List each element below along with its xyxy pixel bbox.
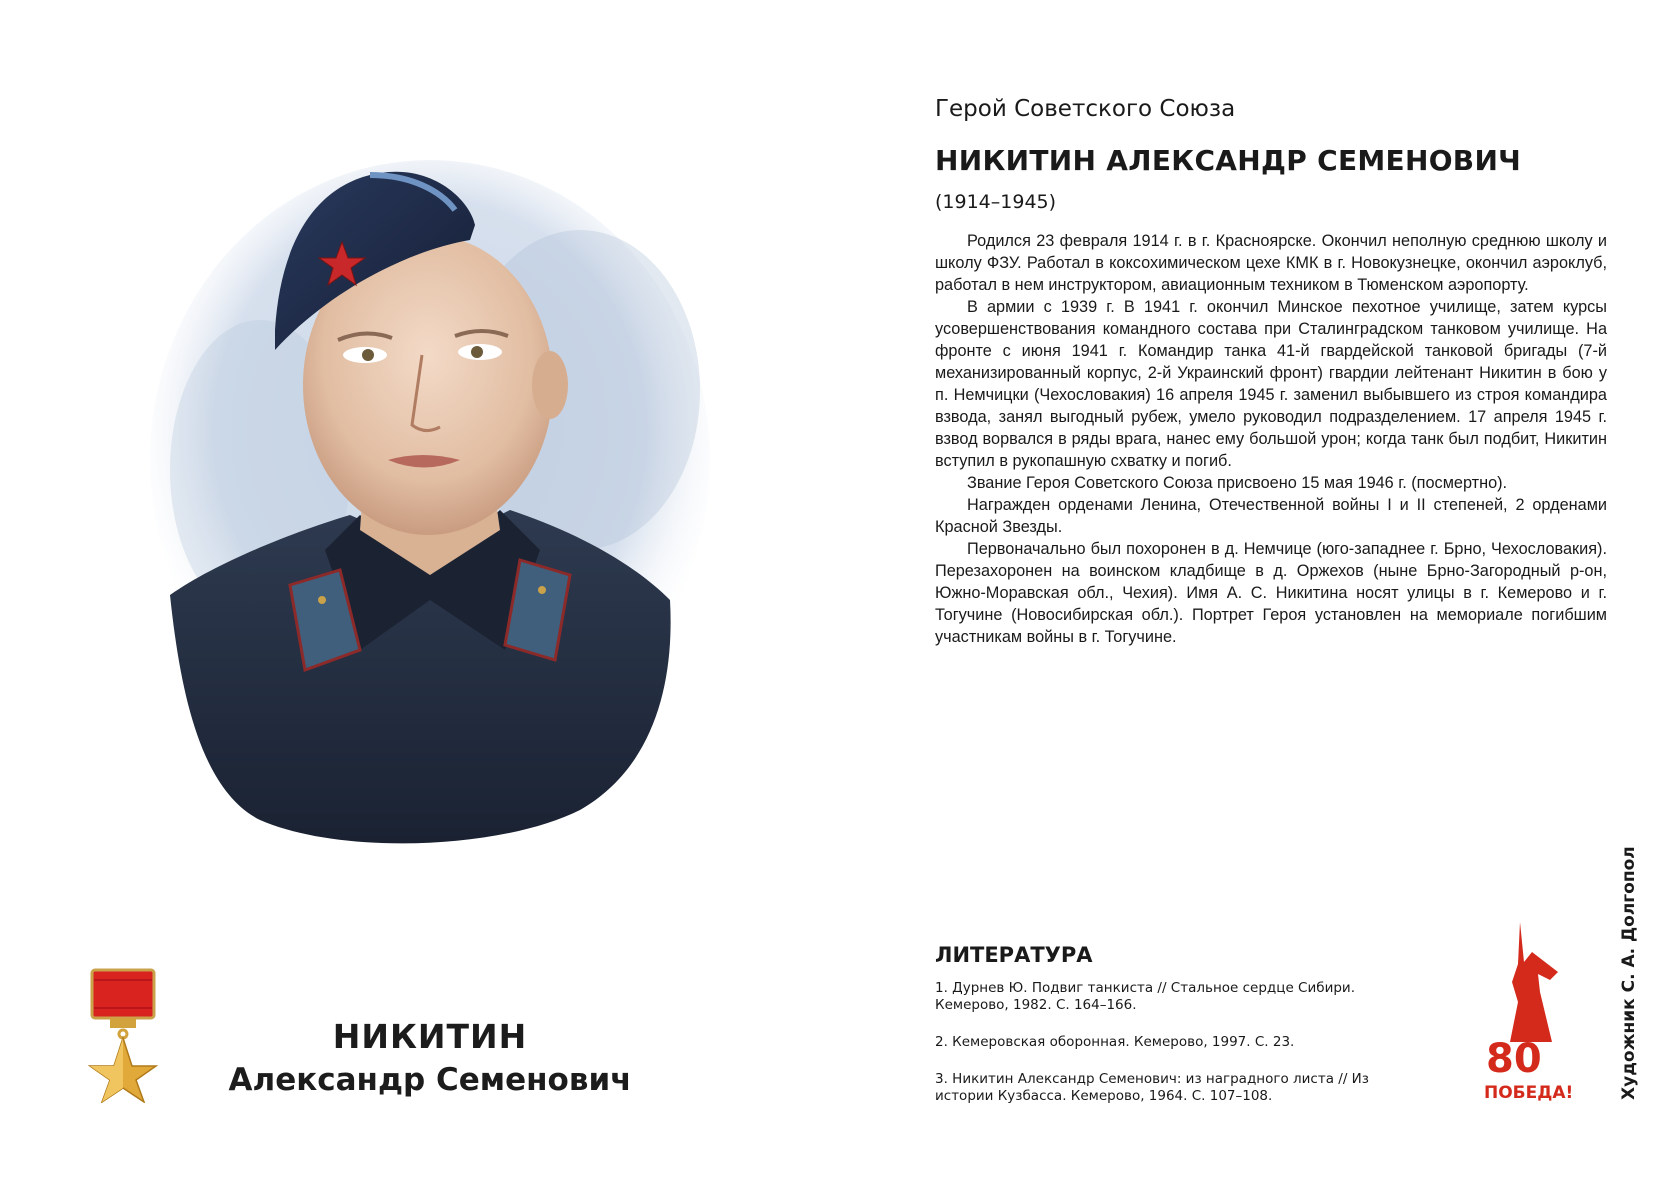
caption-surname: НИКИТИН <box>332 1017 528 1056</box>
literature-section <box>935 940 1425 1125</box>
literature-entry: 2. Кемеровская оборонная. Кемерово, 1997. С. 23. <box>935 1034 1295 1050</box>
caption-given-names: Александр Семенович <box>228 1062 632 1098</box>
artist-credit: Художник С. А. Долгопол <box>1619 846 1639 1100</box>
bio-paragraph: Родился 23 февраля 1914 г. в г. Красноярске. Окончил неполную среднюю школу и школу ФЗУ. Работал в коксохимическом цехе КМК в г. Новокузнецке, окончил аэроклуб, работал в нем инструктором, авиационным техником в Тюменском аэропорту. <box>935 232 1607 294</box>
life-dates: (1914–1945) <box>935 191 1057 213</box>
page-title: НИКИТИН АЛЕКСАНДР СЕМЕНОВИЧ <box>935 144 1522 177</box>
bio-paragraph: Звание Героя Советского Союза присвоено 15 мая 1946 г. (посмертно). <box>967 474 1508 492</box>
bio-paragraph: Первоначально был похоронен в д. Немчице (юго-западнее г. Брно, Чехословакия). Перезахоронен на воинском кладбище в д. Оржехов (ныне Брно-Загородный р-он, Южно-Моравская обл., Чехия). Имя А. С. Никитина носят улицы в г. Кемерово и г. Тогучине (Новосибирская обл.). Портрет Героя установлен на мемориале погибшим участникам войны в г. Тогучине. <box>935 540 1607 646</box>
portrait-caption <box>190 1015 670 1101</box>
portrait-illustration <box>110 130 730 870</box>
monument-icon <box>1510 922 1558 1042</box>
bio-paragraph: Награжден орденами Ленина, Отечественной войны I и II степеней, 2 орденами Красной Звезды. <box>935 496 1607 536</box>
biography-section <box>935 92 1607 648</box>
literature-heading: ЛИТЕРАТУРА <box>935 943 1093 967</box>
literature-entry: 3. Никитин Александр Семенович: из наградного листа // Из истории Кузбасса. Кемерово, 1964. С. 107–108. <box>935 1071 1369 1104</box>
hero-title-subtitle: Герой Советского Союза <box>935 96 1236 122</box>
biography-text <box>935 230 1607 648</box>
bio-paragraph: В армии с 1939 г. В 1941 г. окончил Минское пехотное училище, затем курсы усовершенствования командного состава при Сталинградском танковом училище. На фронте с июня 1941 г. Командир танка 41-й гвардейской танковой бригады (7-й механизированный корпус, 2-й Украинский фронт) гвардии лейтенант Никитин в бою у п. Немчицки (Чехословакия) 16 апреля 1945 г. заменил выбывшего из строя командира взвода, занял выгодный рубеж, умело руководил подразделением. 17 апреля 1945 г. взвод ворвался в ряды врага, нанес ему большой урон; когда танк был подбит, Никитин вступил в рукопашную схватку и погиб. <box>935 298 1607 470</box>
gold-star-medal-icon <box>88 968 158 1103</box>
literature-entry: 1. Дурнев Ю. Подвиг танкиста // Стальное сердце Сибири. Кемерово, 1982. С. 164–166. <box>935 980 1355 1013</box>
victory-80-logo <box>1480 922 1588 1102</box>
logo-number: 80 <box>1486 1036 1542 1082</box>
logo-word: ПОБЕДА! <box>1484 1083 1574 1102</box>
